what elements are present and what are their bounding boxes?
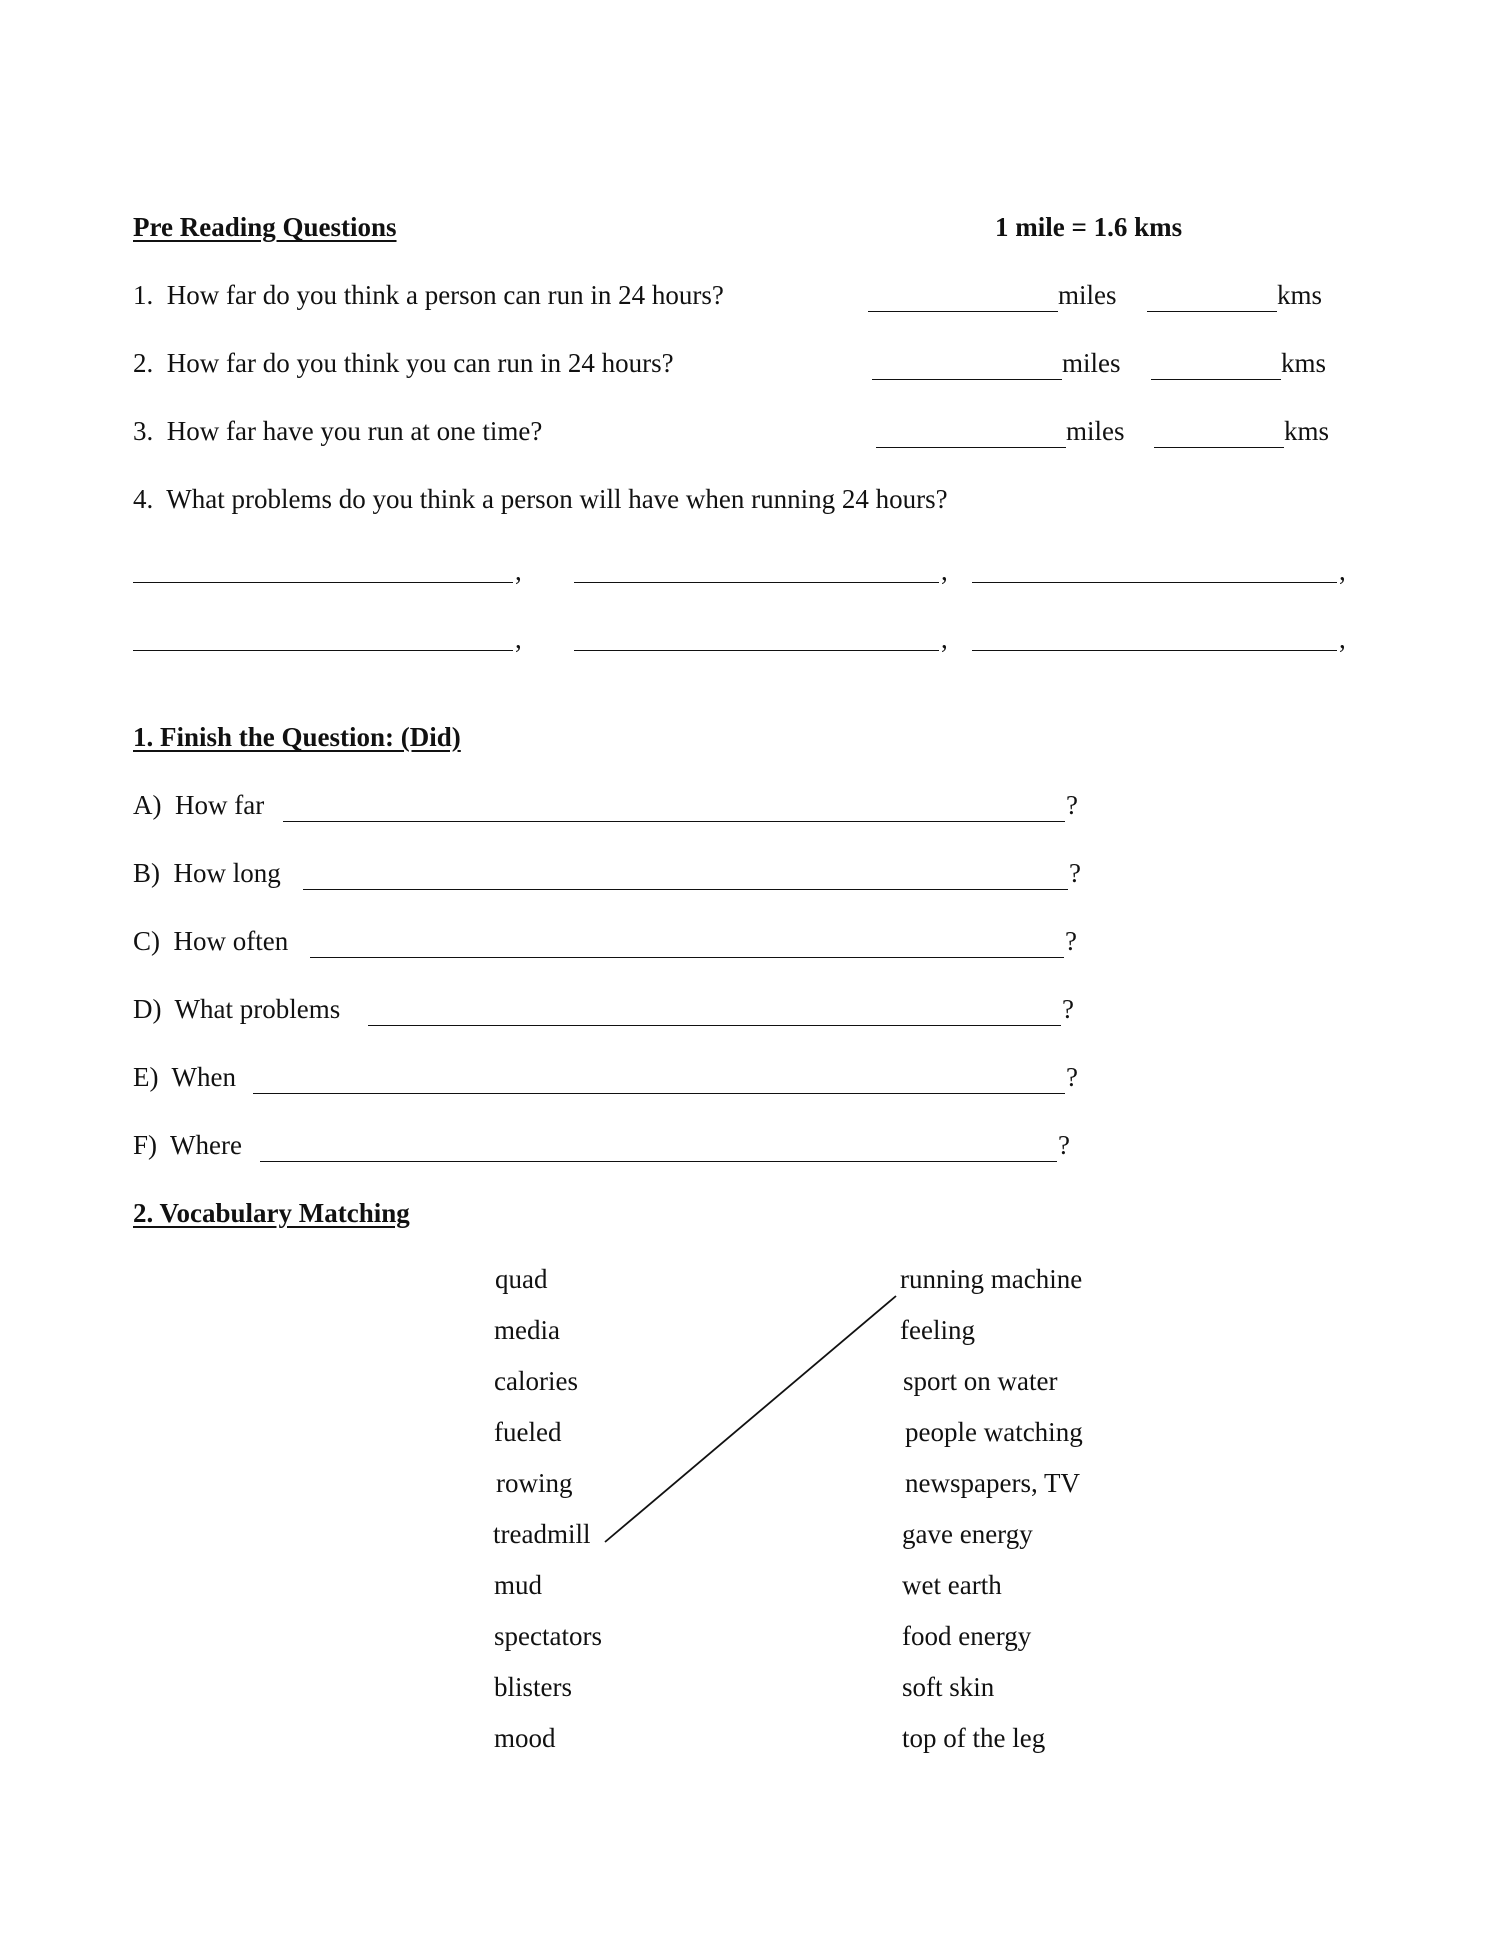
finish-item-e: E) When [133,1062,236,1092]
vocab-definition[interactable]: top of the leg [902,1723,1046,1753]
question-mark: ? [1066,1062,1078,1092]
vocab-term[interactable]: blisters [494,1672,572,1702]
vocab-term[interactable]: media [494,1315,560,1345]
comma: , [515,624,522,654]
comma: , [1339,624,1346,654]
vocab-definition[interactable]: food energy [902,1621,1032,1651]
comma: , [1339,556,1346,586]
vocab-term[interactable]: quad [495,1264,548,1294]
question-4: 4. What problems do you think a person will have when running 24 hours? [133,484,948,514]
question-mark: ? [1066,790,1078,820]
finish-heading: 1. Finish the Question: (Did) [133,722,461,752]
finish-item-c: C) How often [133,926,289,956]
vocab-definition[interactable]: running machine [900,1264,1083,1294]
vocab-term[interactable]: calories [494,1366,578,1396]
match-line [605,1296,896,1542]
q3-miles-unit: miles [1066,416,1125,446]
comma: , [941,556,948,586]
finish-item-a: A) How far [133,790,265,820]
vocab-term[interactable]: treadmill [493,1519,591,1549]
vocab-definition[interactable]: people watching [905,1417,1083,1447]
pre-reading-heading: Pre Reading Questions [133,212,397,242]
vocab-term[interactable]: fueled [494,1417,562,1447]
vocab-term[interactable]: spectators [494,1621,602,1651]
finish-item-d: D) What problems [133,994,341,1024]
question-2: 2. How far do you think you can run in 24 hours? [133,348,674,378]
question-3: 3. How far have you run at one time? [133,416,543,446]
q3-kms-unit: kms [1284,416,1330,446]
finish-item-b: B) How long [133,858,281,888]
vocab-definition[interactable]: wet earth [902,1570,1002,1600]
comma: , [941,624,948,654]
vocab-term[interactable]: mud [494,1570,543,1600]
q2-kms-unit: kms [1281,348,1327,378]
vocab-definition[interactable]: soft skin [902,1672,995,1702]
vocab-heading: 2. Vocabulary Matching [133,1198,410,1228]
vocab-definition[interactable]: gave energy [902,1519,1033,1549]
question-1: 1. How far do you think a person can run in 24 hours? [133,280,724,310]
q2-miles-unit: miles [1062,348,1121,378]
q1-miles-unit: miles [1058,280,1117,310]
question-mark: ? [1058,1130,1070,1160]
vocab-term[interactable]: mood [494,1723,556,1753]
conversion-note: 1 mile = 1.6 kms [995,212,1183,242]
vocab-definition[interactable]: newspapers, TV [905,1468,1080,1498]
question-mark: ? [1069,858,1081,888]
q1-kms-unit: kms [1277,280,1323,310]
vocab-definition[interactable]: sport on water [903,1366,1058,1396]
vocab-term[interactable]: rowing [496,1468,573,1498]
finish-item-f: F) Where [133,1130,242,1160]
comma: , [515,556,522,586]
question-mark: ? [1065,926,1077,956]
question-mark: ? [1062,994,1074,1024]
vocab-definition[interactable]: feeling [900,1315,975,1345]
